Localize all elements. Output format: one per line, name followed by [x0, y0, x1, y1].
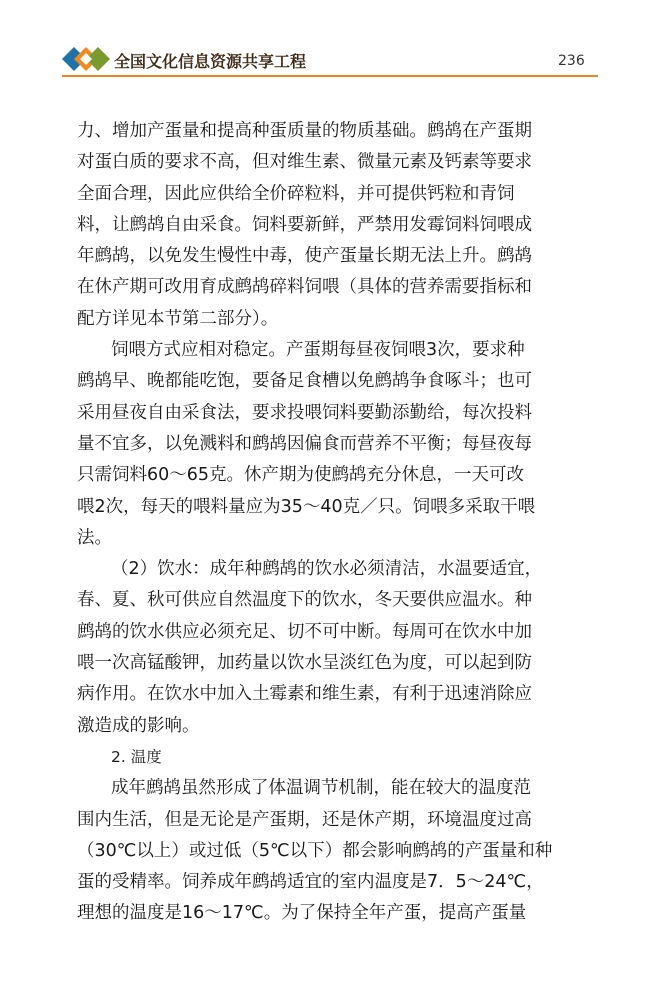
text-line: 理想的温度是16～17℃。为了保持全年产蛋，提高产蛋量: [77, 903, 527, 924]
section-heading: 2. 温度: [111, 747, 162, 766]
text-line: 鹧鸪早、晚都能吃饱，要备足食槽以免鹧鸪争食啄斗；也可: [77, 371, 532, 392]
text-line: 在休产期可改用育成鹧鸪碎料饲喂（具体的营养需要指标和: [77, 277, 532, 298]
text-line: 饲喂方式应相对稳定。产蛋期每昼夜饲喂3次，要求种: [111, 340, 525, 361]
text-line: 鹧鸪的饮水供应必须充足、切不可中断。每周可在饮水中加: [77, 621, 532, 642]
text-line: 只需饲料60～65克。休产期为使鹧鸪充分休息，一天可改: [77, 465, 525, 486]
text-line: 喂2次，每天的喂料量应为35～40克／只。饲喂多采取干喂: [77, 496, 536, 517]
text-line: 量不宜多，以免溅料和鹧鸪因偏食而营养不平衡；每昼夜每: [77, 433, 532, 454]
text-line: （2）饮水：成年种鹧鸪的饮水必须清洁，水温要适宜，: [111, 559, 543, 580]
page-header: [0, 0, 646, 80]
text-line: 病作用。在饮水中加入土霉素和维生素，有利于迅速消除应: [77, 684, 532, 705]
header-divider: [62, 75, 598, 77]
text-line: 力、增加产蛋量和提高种蛋质量的物质基础。鹧鸪在产蛋期: [77, 121, 532, 141]
page-number: 236: [558, 53, 585, 69]
text-line: 成年鹧鸪虽然形成了体温调节机制，能在较大的温度范: [111, 778, 531, 799]
logo-icon: [62, 44, 110, 74]
text-line: 激造成的影响。: [77, 715, 200, 736]
text-line: 法。: [77, 527, 112, 548]
text-line: 喂一次高锰酸钾，加药量以饮水呈淡红色为度，可以起到防: [77, 653, 532, 674]
text-line: 对蛋白质的要求不高，但对维生素、微量元素及钙素等要求: [77, 152, 532, 173]
text-line: 年鹧鸪，以免发生慢性中毒，使产蛋量长期无法上升。鹧鸪: [77, 246, 532, 267]
text-line: （30℃以上）或过低（5℃以下）都会影响鹧鸪的产蛋量和种: [77, 840, 553, 861]
text-line: 春、夏、秋可供应自然温度下的饮水，冬天要供应温水。种: [77, 590, 532, 611]
header-title: 全国文化信息资源共享工程: [114, 52, 307, 71]
text-line: 料，让鹧鸪自由采食。饲料要新鲜，严禁用发霉饲料饲喂成: [77, 214, 532, 235]
text-line: 配方详见本节第二部分）。: [77, 308, 279, 329]
text-line: 采用昼夜自由采食法，要求投喂饲料要勤添勤给，每次投料: [77, 402, 532, 423]
text-line: 蛋的受精率。饲养成年鹧鸪适宜的室内温度是7．5～24℃，: [77, 872, 544, 893]
page-body: [77, 116, 597, 930]
text-line: 围内生活，但是无论是产蛋期，还是休产期，环境温度过高: [77, 809, 532, 830]
text-line: 全面合理，因此应供给全价碎粒料，并可提供钙粒和青饲: [77, 183, 515, 204]
